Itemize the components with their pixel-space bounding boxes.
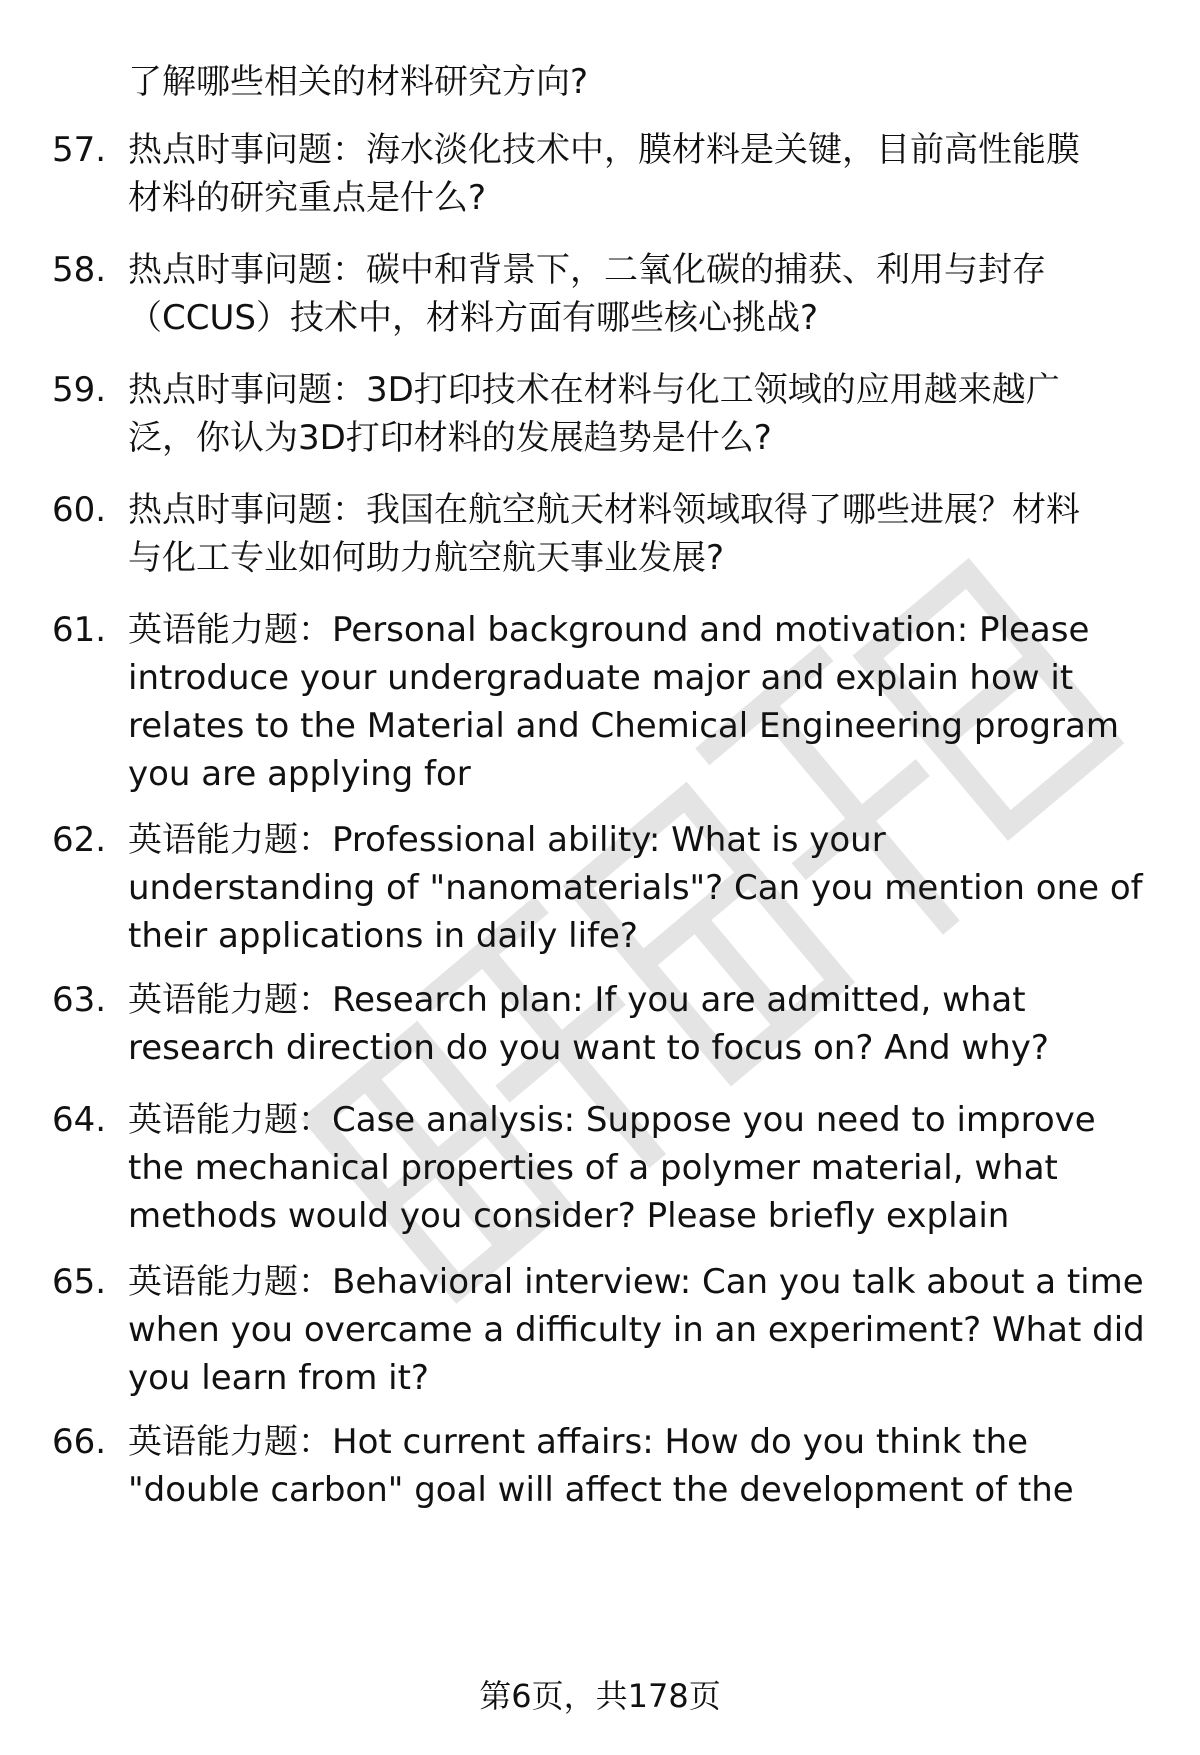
question-line: you are applying for [128,754,471,794]
continuation-text: 了解哪些相关的材料研究方向? [128,62,589,102]
question-line: 热点时事问题：海水淡化技术中，膜材料是关键，目前高性能膜 [128,130,1080,170]
question-line: research direction do you want to focus on? And why? [128,1028,1049,1068]
question-number: 64. [52,1100,107,1140]
question-line: their applications in daily life? [128,916,638,956]
question-line: 英语能力题：Behavioral interview: Can you talk about a time [128,1262,1144,1302]
question-number: 58. [52,250,107,290]
question-line: 英语能力题：Case analysis: Suppose you need to improve [128,1100,1096,1140]
question-text [128,1258,1160,1402]
question-number: 61. [52,610,107,650]
question-line: the mechanical properties of a polymer material, what [128,1148,1058,1188]
question-line: 泛，你认为3D打印材料的发展趋势是什么? [128,418,772,458]
question-number: 60. [52,490,107,530]
question-line: 英语能力题：Personal background and motivation: Please [128,610,1090,650]
question-text [128,366,1160,462]
question-text [128,1418,1160,1514]
question-line: 英语能力题：Professional ability: What is your [128,820,886,860]
question-line: relates to the Material and Chemical Engineering program [128,706,1119,746]
question-line: 英语能力题：Hot current affairs: How do you think the [128,1422,1029,1462]
question-number: 65. [52,1262,107,1302]
question-line: （CCUS）技术中，材料方面有哪些核心挑战? [128,298,818,338]
question-line: understanding of "nanomaterials"? Can you mention one of [128,868,1143,908]
question-number: 66. [52,1422,107,1462]
question-number: 57. [52,130,107,170]
question-line: you learn from it? [128,1358,429,1398]
question-text [128,606,1160,798]
page-number-footer: 第6页，共178页 [479,1677,721,1715]
question-line: 热点时事问题：我国在航空航天材料领域取得了哪些进展？材料 [128,490,1080,530]
question-text [128,976,1160,1072]
question-text [128,486,1160,582]
question-line: 热点时事问题：碳中和背景下，二氧化碳的捕获、利用与封存 [128,250,1046,290]
question-number: 62. [52,820,107,860]
question-line: 与化工专业如何助力航空航天事业发展? [128,538,725,578]
question-text [128,246,1160,342]
question-text [128,126,1160,222]
question-text [128,816,1160,960]
question-line: 热点时事问题：3D打印技术在材料与化工领域的应用越来越广 [128,370,1060,410]
question-line: when you overcame a difficulty in an experiment? What did [128,1310,1145,1350]
question-line: 材料的研究重点是什么? [128,178,487,218]
question-text [128,1096,1160,1240]
question-line: methods would you consider? Please briefly explain [128,1196,1010,1236]
question-number: 59. [52,370,107,410]
question-number: 63. [52,980,107,1020]
question-line: 英语能力题：Research plan: If you are admitted, what [128,980,1026,1020]
question-line: "double carbon" goal will affect the development of the [128,1470,1074,1510]
question-line: introduce your undergraduate major and explain how it [128,658,1074,698]
